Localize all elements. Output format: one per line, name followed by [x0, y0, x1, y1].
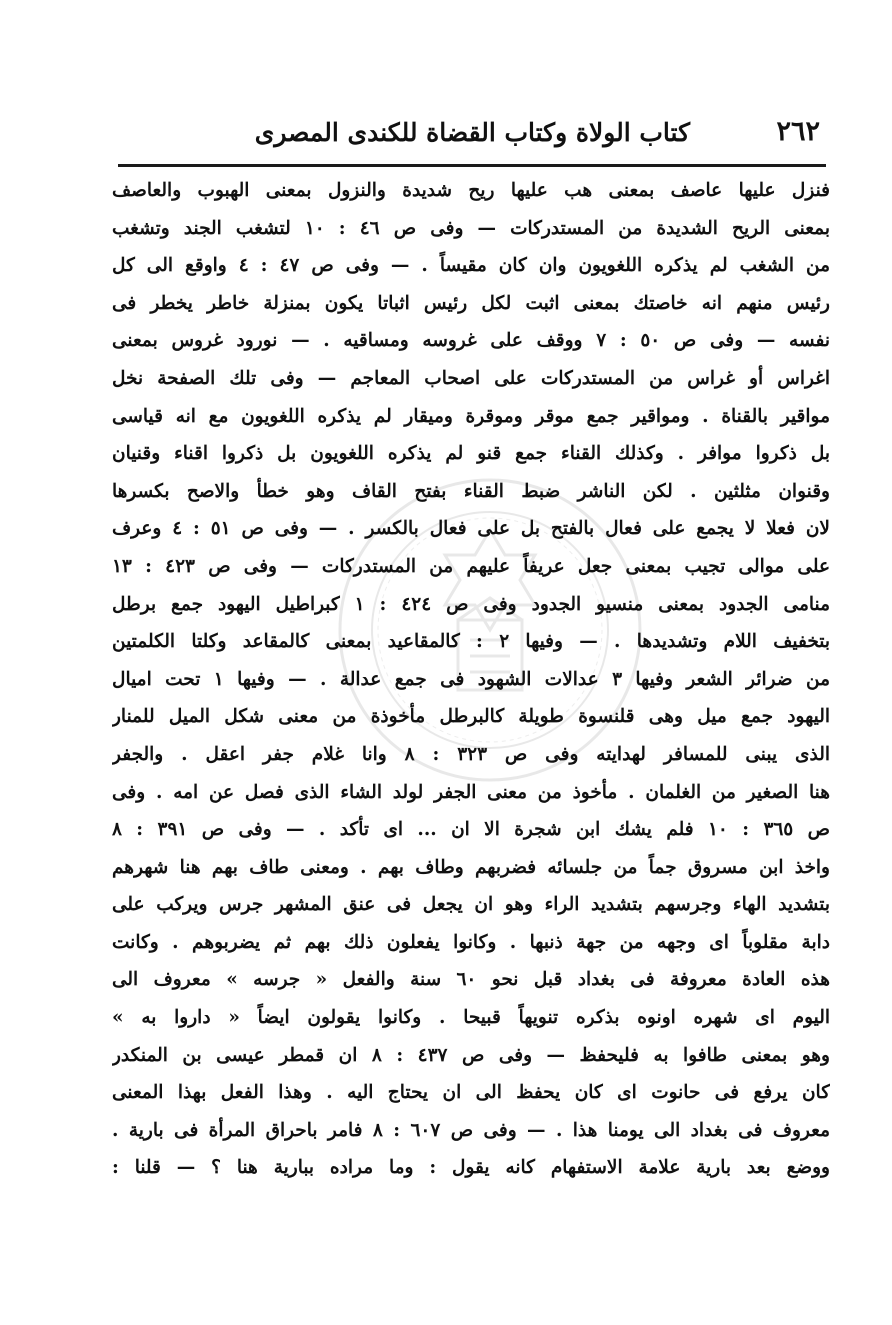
text-line: اليوم اى شهره اونوه بذكره تنويهاً قبيحا . وكانوا يقولون ايضاً « داروا به » — [112, 1007, 830, 1029]
text-line: اغراس أو غراس من المستدركات على اصحاب المعاجم — وفى تلك الصفحة نخل — [112, 367, 830, 389]
text-line: الذى يبنى للمسافر لهدايته وفى ص ٣٢٣ : ٨ وانا غلام جفر اعقل . والجفر — [112, 743, 830, 765]
text-line: منامى الجدود بمعنى منسيو الجدود وفى ص ٤٢٤ : ١ كبراطيل اليهود جمع برطل — [112, 593, 830, 615]
text-line: فنزل عليها عاصف بمعنى هب عليها ريح شديدة والنزول بمعنى الهبوب والعاصف — [112, 180, 830, 201]
text-line: دابة مقلوباً اى وجهه من جهة ذنبها . وكانوا يفعلون ذلك بهم ثم يضربوهم . وكانت — [112, 931, 830, 953]
text-line: بتشديد الهاء وجرسهم بتشديد الراء وهو ان يجعل فى عنق المشهر جرس ويركب على — [112, 894, 830, 916]
text-line: رئيس منهم انه خاصتك بمعنى اثبت لكل رئيس اثباتا يكون بمنزلة خاطر يخطر فى — [112, 292, 830, 314]
text-line: كان يرفع فى حانوت اى كان يحفظ الى ان يحتاج اليه . وهذا الفعل بهذا المعنى — [112, 1082, 830, 1104]
text-line: من ضرائر الشعر وفيها ٣ عدالات الشهود فى جمع عدالة . — وفيها ١ تحت اميال — [112, 668, 830, 690]
text-line: مواقير بالقناة . ومواقير جمع موقر وموقرة وميقار لم يذكره اللغويون مع انه قياسى — [112, 405, 830, 427]
text-line: معروف فى بغداد الى يومنا هذا . — وفى ص ٦٠٧ : ٨ فامر باحراق المرأة فى بارية . — [112, 1119, 830, 1141]
text-line: من الشغب لم يذكره اللغويون وان كان مقيساً . — وفى ص ٤٧ : ٤ واوقع الى كل — [112, 255, 830, 277]
text-line: هذه العادة معروفة فى بغداد قبل نحو ٦٠ سنة والفعل « جرسه » معروف الى — [112, 969, 830, 991]
body-text — [112, 172, 830, 1187]
text-line: وهو بمعنى طافوا به فليحفظ — وفى ص ٤٣٧ : ٨ ان قمطر عيسى بن المنكدر — [112, 1044, 830, 1066]
text-line: لان فعلا لا يجمع على فعال بالفتح بل على فعال بالكسر . — وفى ص ٥١ : ٤ وعرف — [112, 518, 830, 540]
text-line: اليهود جمع ميل وهى قلنسوة طويلة كالبرطل مأخوذة من معنى شكل الميل للمنار — [112, 706, 830, 728]
text-line: نفسه — وفى ص ٥٠ : ٧ ووقف على غروسه ومساقيه . — نورود غروس بمعنى — [112, 330, 830, 352]
text-line: هنا الصغير من الغلمان . مأخوذ من معنى الجفر لولد الشاء الذى فصل عن امه . وفى — [112, 781, 830, 803]
text-line: على موالى تجيب بمعنى جعل عريفاً عليهم من المستدركات — وفى ص ٤٢٣ : ١٣ — [112, 555, 830, 577]
text-line: بل ذكروا موافر . وكذلك القناء جمع قنو لم يذكره اللغويون بل ذكروا اقناء وقنيان — [112, 443, 830, 465]
text-line: ص ٣٦٥ : ١٠ فلم يشك ابن شجرة الا ان ... اى تأكد . — وفى ص ٣٩١ : ٨ — [112, 819, 830, 841]
page-number: ٢٦٢ — [776, 116, 820, 147]
text-line: بتخفيف اللام وتشديدها . — وفيها ٢ : كالمقاعيد بمعنى كالمقاعد وكلتا الكلمتين — [112, 631, 830, 653]
page-header — [120, 112, 820, 158]
text-line: ووضع بعد بارية علامة الاستفهام كانه يقول : وما مراده ببارية هنا ؟ — قلنا : — [112, 1157, 830, 1179]
text-line: بمعنى الريح الشديدة من المستدركات — وفى ص ٤٦ : ١٠ لتشغب الجند وتشغب — [112, 217, 830, 239]
header-rule — [118, 164, 826, 167]
running-head: كتاب الولاة وكتاب القضاة للكندى المصرى — [254, 118, 690, 147]
text-line: واخذ ابن مسروق جماً من جلسائه فضربهم وطاف بهم . ومعنى طاف بهم هنا شهرهم — [112, 856, 830, 878]
text-line: وقنوان مثلثين . لكن الناشر ضبط القناء بفتح القاف وهو خطأ والاصح بكسرها — [112, 480, 830, 502]
